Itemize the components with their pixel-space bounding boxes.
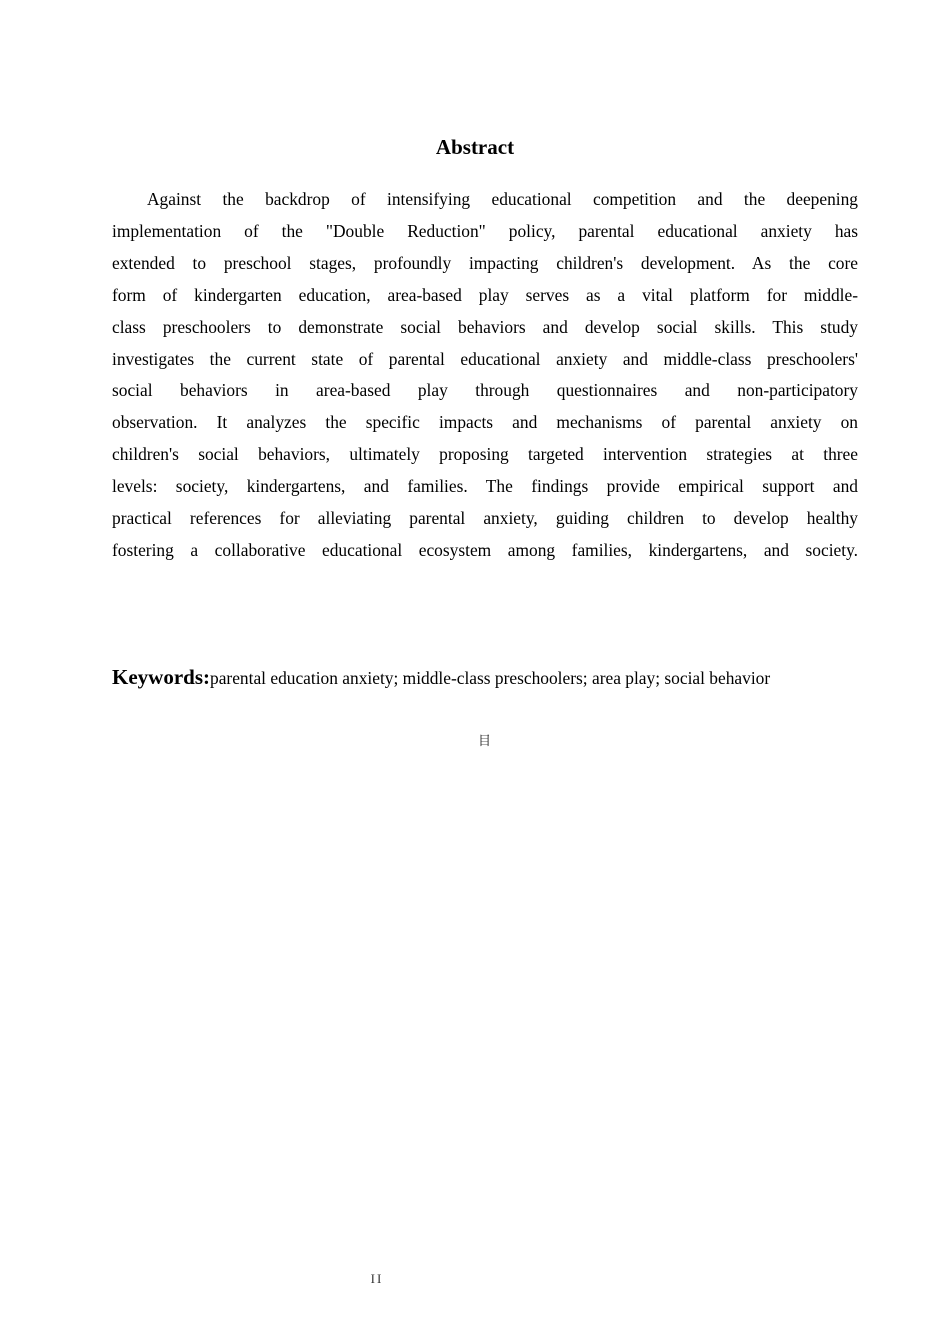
abstract-line: children's social behaviors, ultimately proposing targeted intervention strategies at three [112, 444, 858, 465]
keywords-text: parental education anxiety; middle-class preschoolers; area play; social behavior [210, 668, 771, 688]
abstract-line: form of kindergarten education, area-based play serves as a vital platform for middle- [112, 284, 858, 305]
abstract-line: social behaviors in area-based play through questionnaires and non-participatory [112, 380, 858, 401]
abstract-line: levels: society, kindergartens, and families. The findings provide empirical support and [112, 476, 858, 497]
page-number: II [370, 1271, 384, 1286]
abstract-line: extended to preschool stages, profoundly impacting children's development. As the core [112, 252, 858, 273]
keywords-paragraph [112, 660, 872, 695]
abstract-line: class preschoolers to demonstrate social behaviors and develop social skills. This study [112, 316, 858, 337]
abstract-title: Abstract [435, 135, 515, 159]
abstract-line: implementation of the "Double Reduction" policy, parental educational anxiety has [112, 220, 858, 241]
abstract-line: Against the backdrop of intensifying educational competition and the deepening [147, 189, 858, 209]
abstract-body [112, 184, 858, 567]
keywords-label: Keywords: [112, 665, 210, 689]
abstract-line: observation. It analyzes the specific impacts and mechanisms of parental anxiety on [112, 412, 858, 433]
abstract-line: investigates the current state of parental educational anxiety and middle-class preschoolers' [112, 348, 858, 369]
abstract-line: practical references for alleviating parental anxiety, guiding children to develop healthy [112, 508, 858, 529]
stray-character: 目 [477, 734, 491, 749]
abstract-line: fostering a collaborative educational ecosystem among families, kindergartens, and society. [112, 539, 858, 560]
